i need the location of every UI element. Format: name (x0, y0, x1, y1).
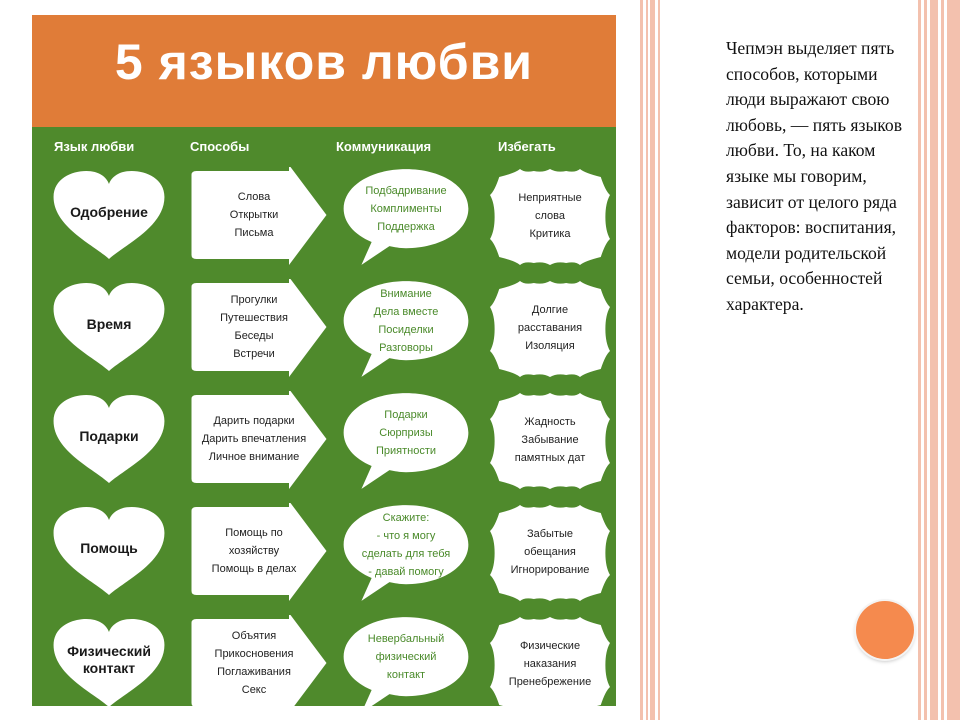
orange-circle-icon (856, 601, 914, 659)
ways-list-line: Личное внимание (208, 451, 300, 463)
avoid-list-line: Неприятные (518, 192, 582, 204)
communication-list-line: Внимание (380, 288, 432, 300)
communication-list-line: Скажите: (382, 512, 430, 524)
ways-list-line: Дарить подарки (213, 415, 295, 427)
ways-list-line: Прикосновения (214, 648, 294, 660)
ways-list-line: Прогулки (230, 294, 278, 306)
communication-list-line: Приятности (375, 445, 437, 457)
communication-list (350, 617, 462, 697)
avoid-list-line: Жадность (524, 416, 576, 428)
ways-list (192, 507, 316, 595)
communication-list-line: сделать для тебя (361, 548, 451, 560)
love-language-label: Помощь (80, 539, 138, 556)
avoid-list (496, 509, 604, 595)
ways-list (192, 395, 316, 483)
avoid-list-line: памятных дат (514, 452, 586, 464)
column-header-avoid: Избегать (498, 139, 556, 154)
side-paragraph: Чепмэн выделяет пять способов, которыми люди выражают свою любовь, — пять языков любви. То, на каком языке мы говорим, зависит от целого ряда факторов: воспитания, модели родительской семьи, особенностей характера. (726, 38, 903, 314)
communication-list-line: Разговоры (379, 342, 433, 354)
communication-list-line: Сюрпризы (379, 427, 433, 439)
communication-list-line: физический (375, 651, 437, 663)
decorative-stripes-left (640, 0, 662, 720)
love-language-label: Одобрение (70, 203, 148, 220)
communication-list-line: Подбадривание (365, 185, 447, 197)
ways-list (192, 171, 316, 259)
avoid-list (496, 173, 604, 259)
avoid-list-line: Забывание (521, 434, 579, 446)
communication-list (350, 393, 462, 473)
communication-list-line: - что я могу (376, 530, 436, 542)
avoid-list-line: слова (535, 210, 565, 222)
avoid-list (496, 621, 604, 706)
communication-list-line: контакт (386, 669, 426, 681)
decorative-stripes-right (918, 0, 960, 720)
ways-list-line: Помощь в делах (211, 563, 297, 575)
avoid-list-line: Изоляция (525, 340, 575, 352)
avoid-list-line: расставания (517, 322, 583, 334)
column-header-ways: Способы (190, 139, 250, 154)
communication-list-line: Поддержка (377, 221, 435, 233)
ways-list-line: Дарить впечатления (201, 433, 307, 445)
ways-list-line: Открытки (229, 209, 279, 221)
ways-list-line: Слова (237, 191, 271, 203)
ways-list-line: Беседы (234, 330, 274, 342)
love-language-label: Физический контакт (67, 643, 151, 676)
avoid-list-line: обещания (524, 546, 576, 558)
ways-list-line: Встречи (233, 348, 275, 360)
communication-list (350, 505, 462, 585)
avoid-list-line: Критика (529, 228, 571, 240)
communication-list (350, 281, 462, 361)
ways-list-line: Поглаживания (217, 666, 291, 678)
avoid-list (496, 397, 604, 483)
communication-list-line: Комплименты (370, 203, 442, 215)
poster-title: 5 языков любви (114, 34, 534, 90)
avoid-list-line: Физические (519, 640, 581, 652)
ways-list-line: Путешествия (220, 312, 288, 324)
ways-list (192, 283, 316, 371)
avoid-list-line: Забытые (526, 528, 574, 540)
avoid-list-line: Игнорирование (510, 564, 590, 576)
love-languages-poster (32, 15, 616, 706)
avoid-list-line: Пренебрежение (508, 676, 592, 688)
communication-list-line: Подарки (384, 409, 428, 421)
love-language-label: Подарки (79, 427, 139, 444)
column-header-language: Язык любви (54, 139, 135, 154)
ways-list-line: Письма (234, 227, 274, 239)
communication-list-line: Невербальный (367, 633, 445, 645)
communication-list-line: - давай помогу (368, 566, 444, 578)
avoid-list-line: наказания (523, 658, 577, 670)
communication-list (350, 169, 462, 249)
ways-list-line: Объятия (231, 630, 277, 642)
avoid-list (496, 285, 604, 371)
ways-list-line: Секс (241, 684, 267, 696)
communication-list-line: Дела вместе (373, 306, 439, 318)
ways-list-line: хозяйству (228, 545, 280, 557)
communication-list-line: Посиделки (378, 324, 434, 336)
ways-list-line: Помощь по (225, 527, 283, 539)
avoid-list-line: Долгие (531, 304, 569, 316)
column-header-communication: Коммуникация (336, 139, 432, 154)
ways-list (192, 619, 316, 706)
love-language-label: Время (86, 315, 132, 332)
